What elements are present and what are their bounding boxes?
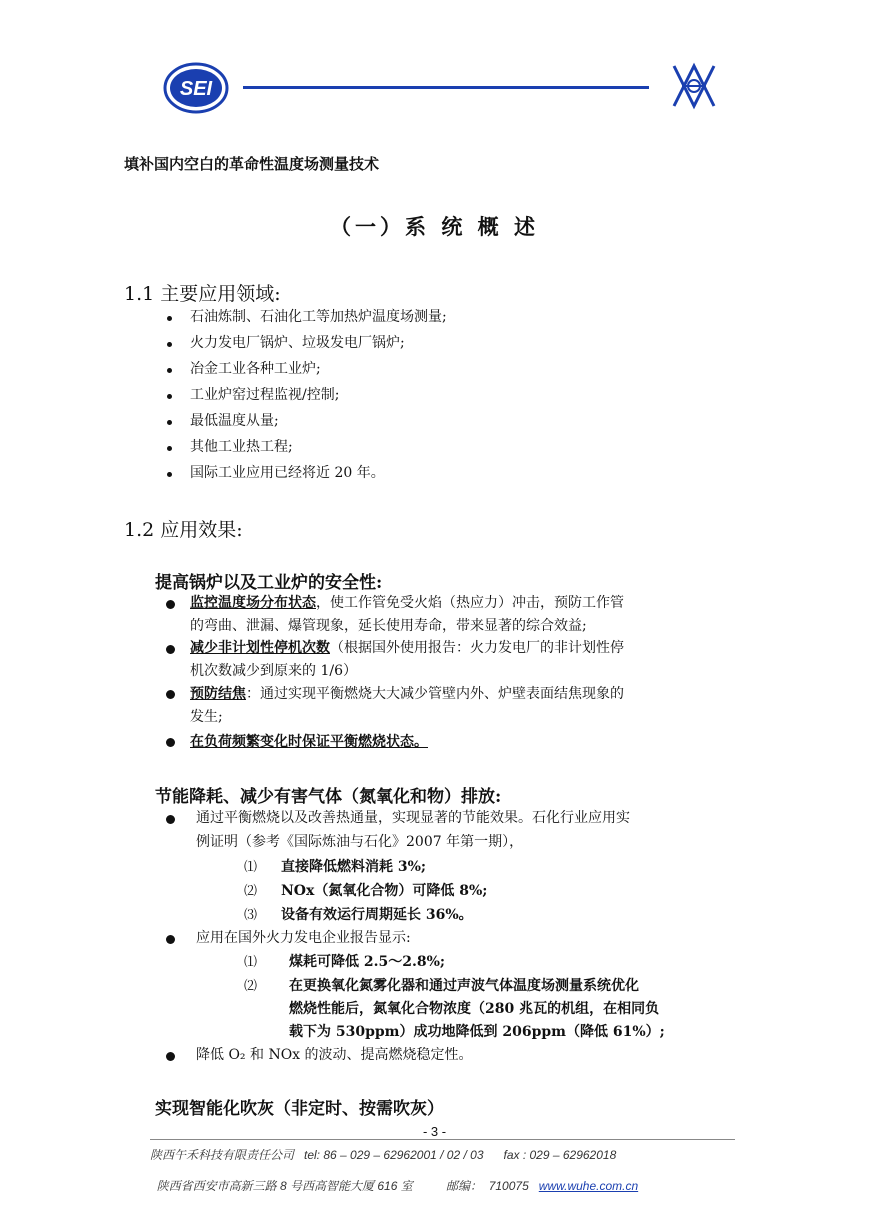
svg-text:SEI: SEI: [179, 78, 213, 100]
list-item: 石油炼制、石油化工等加热炉温度场测量;: [190, 309, 447, 325]
footer-contact: 陕西午禾科技有限责任公司 tel: 86 – 029 – 62962001 / 02 / 03 fax : 029 – 62962018: [150, 1148, 617, 1162]
energy-para-1: 通过平衡燃烧以及改善热通量，实现显著的节能效果。石化行业应用实: [196, 810, 630, 826]
footer-divider: [150, 1139, 735, 1140]
energy-sub-5-cont2: 载下为 530ppm）成功地降低到 206ppm（降低 61%）;: [289, 1024, 665, 1040]
section-title: （一）系 统 概 述: [330, 214, 539, 239]
safety-item-3-cont: 发生;: [190, 709, 223, 725]
list-number: ⑶: [244, 908, 258, 923]
energy-para-3: 降低 O₂ 和 NOx 的波动、提高燃烧稳定性。: [196, 1047, 473, 1063]
list-item: 火力发电厂锅炉、垃圾发电厂锅炉;: [190, 335, 405, 351]
bullet-icon: [166, 645, 175, 654]
safety-item-4: 在负荷频繁变化时保证平衡燃烧状态。: [190, 734, 428, 750]
energy-sub-5-cont: 燃烧性能后，氮氧化合物浓度（280 兆瓦的机组，在相同负: [289, 1001, 660, 1017]
bullet-icon: [167, 394, 172, 399]
safety-item-1-cont: 的弯曲、泄漏、爆管现象，延长使用寿命，带来显著的综合效益;: [190, 618, 587, 634]
energy-para-2: 应用在国外火力发电企业报告显示:: [196, 930, 411, 946]
list-item: 最低温度从量;: [190, 413, 279, 429]
bullet-icon: [166, 815, 175, 824]
safety-item-3: 预防结焦：通过实现平衡燃烧大大减少管壁内外、炉壁表面结焦现象的: [190, 686, 624, 702]
bullet-icon: [166, 690, 175, 699]
energy-para-1-cont: 例证明（参考《国际炼油与石化》2007 年第一期），: [196, 834, 524, 850]
website-link[interactable]: www.wuhe.com.cn: [538, 1179, 639, 1193]
safety-title: 提高锅炉以及工业炉的安全性:: [155, 573, 383, 593]
energy-sub-5: 在更换氧化氮雾化器和通过声波气体温度场测量系统优化: [289, 978, 639, 994]
heading-main-applications: 1.1 主要应用领域:: [124, 283, 281, 305]
list-number: ⑵: [244, 979, 258, 994]
tagline: 填补国内空白的革命性温度场测量技术: [124, 155, 380, 173]
energy-sub-1: 直接降低燃料消耗 3%;: [281, 859, 427, 875]
heading-application-effects: 1.2 应用效果:: [124, 519, 243, 541]
list-item: 其他工业热工程;: [190, 439, 293, 455]
bullet-icon: [166, 1052, 175, 1061]
bullet-icon: [167, 368, 172, 373]
header-divider: [243, 86, 649, 89]
list-item: 冶金工业各种工业炉;: [190, 361, 321, 377]
company-logo-wuhe: [668, 60, 720, 112]
energy-sub-2: NOx（氮氧化合物）可降低 8%;: [281, 883, 488, 899]
safety-item-2: 减少非计划性停机次数（根据国外使用报告：火力发电厂的非计划性停: [190, 640, 624, 656]
list-number: ⑴: [244, 955, 258, 970]
page-number: - 3 -: [422, 1124, 447, 1139]
bullet-icon: [167, 420, 172, 425]
bullet-icon: [167, 446, 172, 451]
bullet-icon: [166, 738, 175, 747]
energy-sub-4: 煤耗可降低 2.5～2.8%;: [289, 954, 446, 970]
list-number: ⑵: [244, 884, 258, 899]
bullet-icon: [167, 342, 172, 347]
footer-address: 陕西省西安市高新三路 8 号西高智能大厦 616 室 邮编： 710075 www.wuhe.com.cn: [156, 1179, 639, 1193]
list-item: 国际工业应用已经将近 20 年。: [190, 465, 385, 481]
bullet-icon: [166, 600, 175, 609]
smart-sootblowing-title: 实现智能化吹灰（非定时、按需吹灰）: [155, 1099, 444, 1119]
safety-item-1: 监控温度场分布状态，使工作管免受火焰（热应力）冲击，预防工作管: [190, 595, 624, 611]
bullet-icon: [166, 935, 175, 944]
energy-title: 节能降耗、减少有害气体（氮氧化和物）排放:: [155, 787, 502, 807]
list-item: 工业炉窑过程监视/控制;: [190, 387, 340, 403]
bullet-icon: [167, 316, 172, 321]
company-logo-sei: [163, 62, 229, 114]
list-number: ⑴: [244, 860, 258, 875]
energy-sub-3: 设备有效运行周期延长 36%。: [281, 907, 473, 923]
safety-item-2-cont: 机次数减少到原来的 1/6）: [190, 663, 357, 679]
bullet-icon: [167, 472, 172, 477]
